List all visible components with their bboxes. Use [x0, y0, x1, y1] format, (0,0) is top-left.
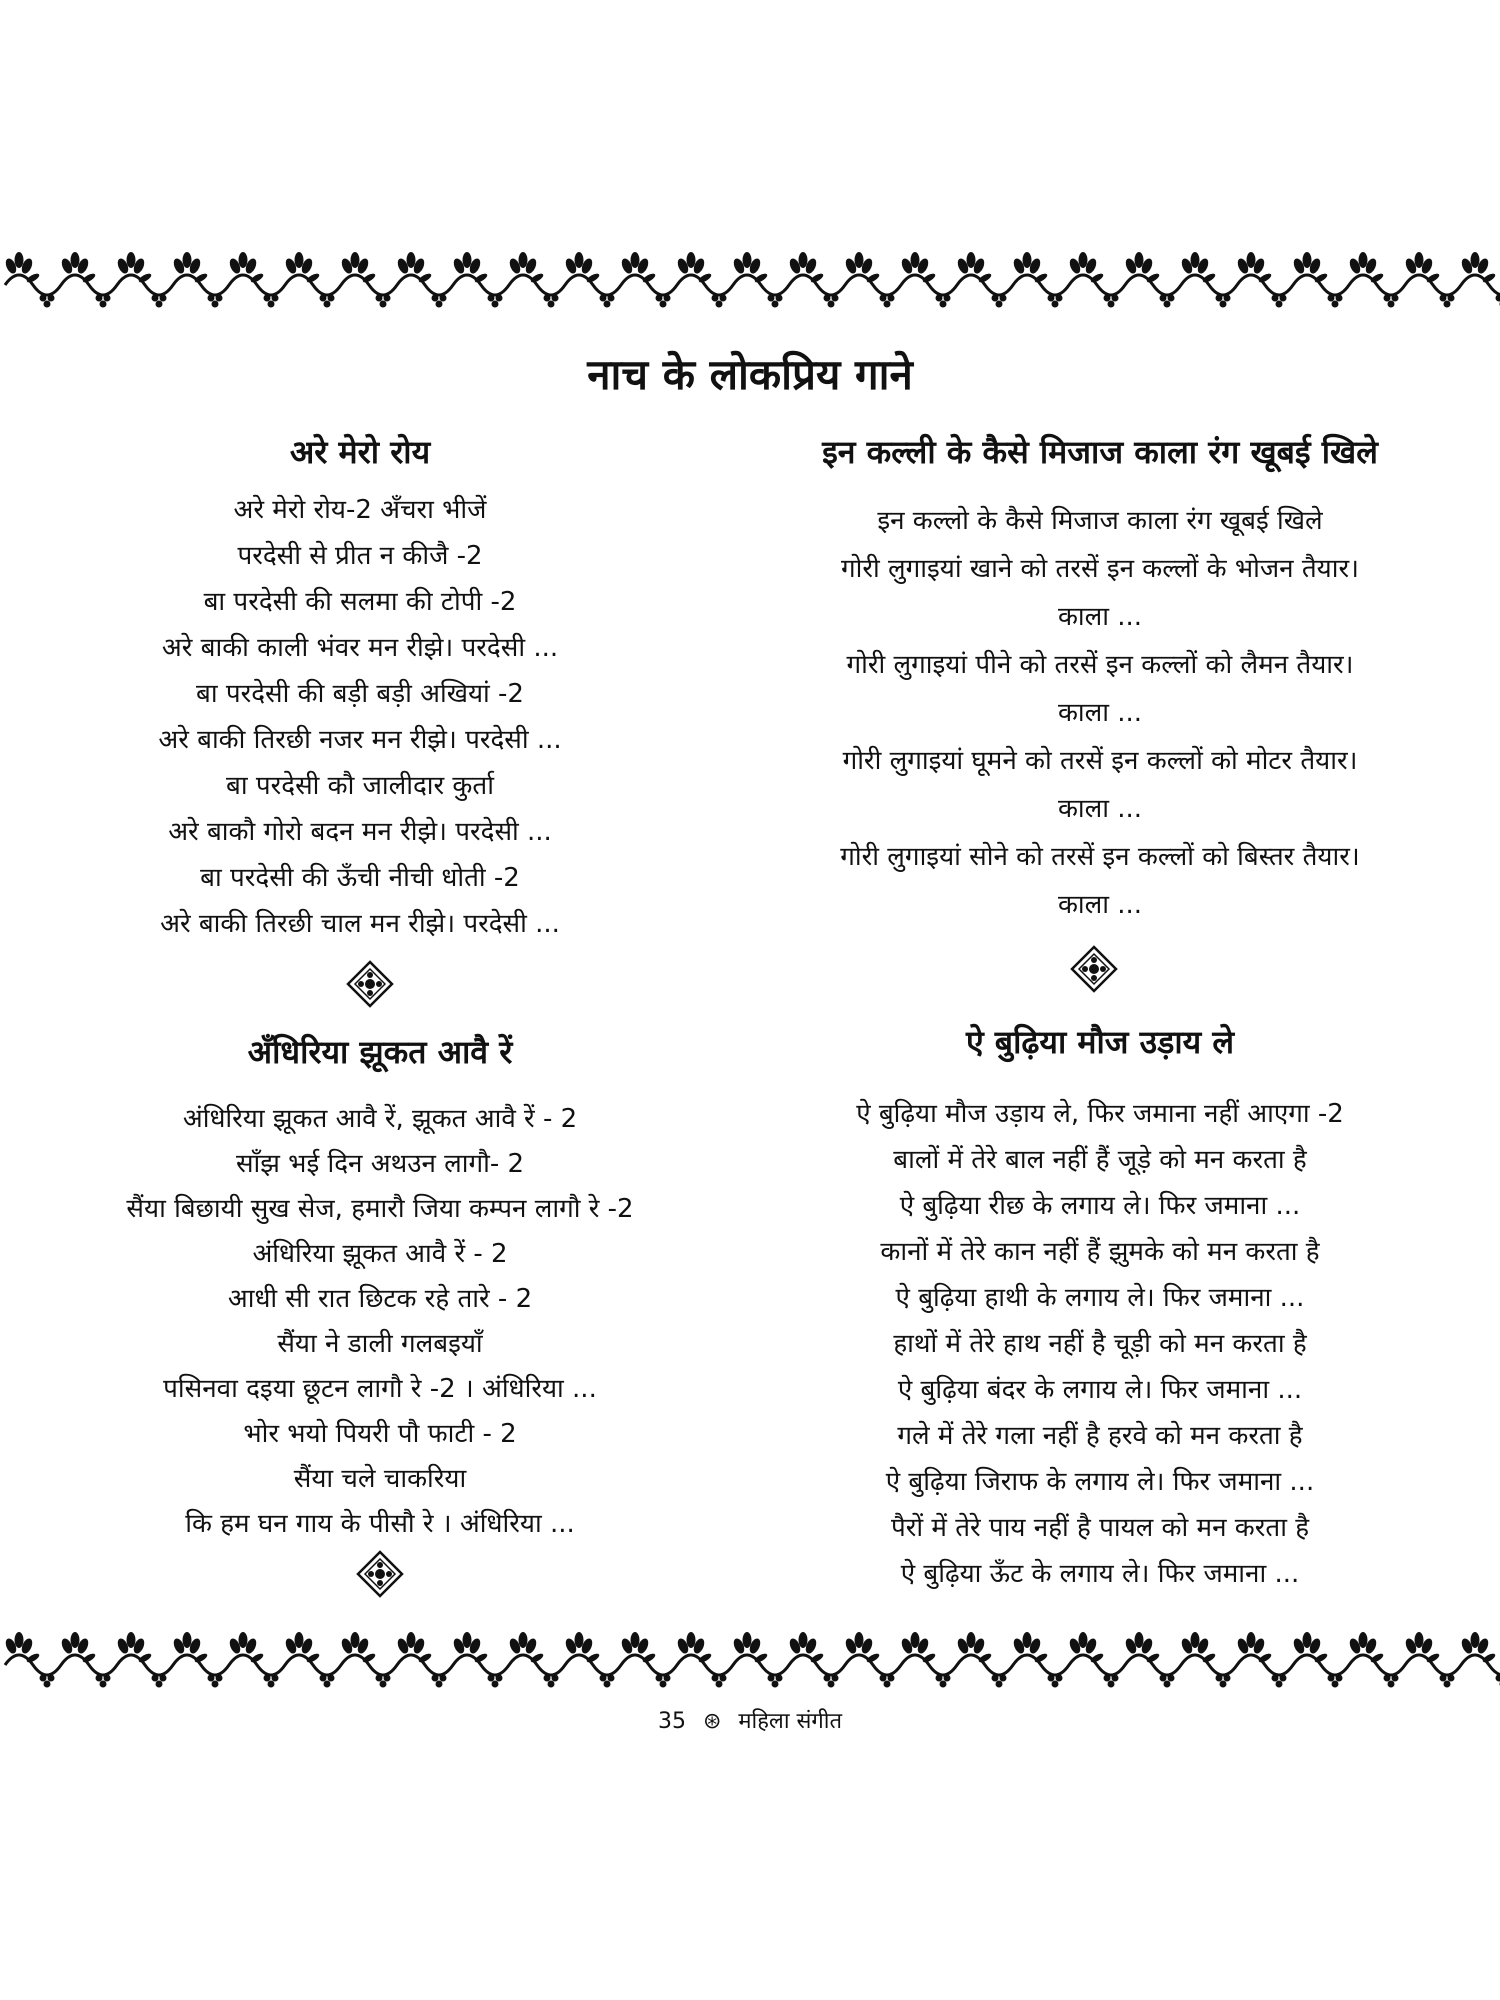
- page-footer: [0, 1705, 1500, 1735]
- lyric-line: कि हम घन गाय के पीसौ रे । अंधिरिया ...: [185, 1509, 575, 1539]
- book-title: महिला संगीत: [738, 1709, 843, 1734]
- lyric-line: बा परदेसी की बड़ी बड़ी अखियां -2: [196, 679, 524, 709]
- lyric-line: अरे मेरो रोय-2 अँचरा भीजें: [233, 495, 487, 525]
- lyric-line: बालों में तेरे बाल नहीं हैं जूड़े को मन करता है: [893, 1145, 1307, 1175]
- lyric-line: गोरी लुगाइयां पीने को तरसें इन कल्लों को लैमन तैयार।: [846, 650, 1354, 680]
- lyric-line: अरे बाकी तिरछी नजर मन रीझे। परदेसी ...: [158, 725, 562, 755]
- floral-vine-border-icon: [0, 240, 1500, 320]
- song-lines: [740, 497, 1460, 929]
- lyric-line: गले में तेरे गला नहीं है हरवे को मन करता है: [897, 1421, 1303, 1451]
- lyric-line: काला ...: [1057, 794, 1143, 824]
- page-number: 35: [657, 1709, 686, 1734]
- lyric-line: ऐ बुढ़िया जिराफ के लगाय ले। फिर जमाना ...: [885, 1467, 1315, 1497]
- lyric-line: काला ...: [1057, 698, 1143, 728]
- lyric-line: हाथों में तेरे हाथ नहीं है चूड़ी को मन करता है: [893, 1329, 1307, 1359]
- footer-separator-icon: ⊛: [702, 1709, 722, 1734]
- page-title: नाच के लोकप्रिय गाने: [587, 350, 913, 399]
- lyric-line: बा परदेसी की सलमा की टोपी -2: [203, 587, 517, 617]
- lyric-line: गोरी लुगाइयां खाने को तरसें इन कल्लों के भोजन तैयार।: [841, 554, 1359, 584]
- lyric-line: काला ...: [1057, 890, 1143, 920]
- lyric-line: सैंया ने डाली गलबइयाँ: [277, 1329, 483, 1359]
- lyric-line: बा परदेसी कौ जालीदार कुर्ता: [226, 771, 494, 801]
- diamond-ornament-svg: [346, 960, 394, 1008]
- song-title: इन कल्ली के कैसे मिजाज काला रंग खूबई खिले: [822, 433, 1378, 471]
- song-lines: [40, 1097, 720, 1547]
- top-floral-border: [0, 240, 1500, 320]
- diamond-ornament-svg: [356, 1550, 404, 1598]
- lyric-line: सैंया बिछायी सुख सेज, हमारौ जिया कम्पन लागौ रे -2: [126, 1194, 634, 1224]
- song-title: अँधिरिया झूकत आवै रें: [247, 1033, 513, 1071]
- lyric-line: बा परदेसी की ऊँची नीची धोती -2: [200, 863, 520, 893]
- lyric-line: इन कल्लो के कैसे मिजाज काला रंग खूबई खिले: [877, 506, 1323, 536]
- diamond-ornament-icon: [1070, 945, 1118, 993]
- diamond-ornament-icon: [346, 960, 394, 1008]
- lyric-line: पैरों में तेरे पाय नहीं है पायल को मन करता है: [891, 1513, 1309, 1543]
- song-title: ऐ बुढ़िया मौज उड़ाय ले: [965, 1023, 1235, 1061]
- lyric-line: परदेसी से प्रीत न कीजै -2: [237, 541, 483, 571]
- lyric-line: गोरी लुगाइयां घूमने को तरसें इन कल्लों को मोटर तैयार।: [842, 746, 1358, 776]
- lyric-line: अरे बाकी काली भंवर मन रीझे। परदेसी ...: [161, 633, 559, 663]
- lyric-line: ऐ बुढ़िया बंदर के लगाय ले। फिर जमाना ...: [897, 1375, 1303, 1405]
- song-lines: [760, 1091, 1440, 1597]
- lyric-line: काला ...: [1057, 602, 1143, 632]
- lyric-line: अरे बाकी तिरछी चाल मन रीझे। परदेसी ...: [160, 909, 560, 939]
- lyric-line: भोर भयो पियरी पौ फाटी - 2: [243, 1419, 517, 1449]
- lyric-line: ऐ बुढ़िया ऊँट के लगाय ले। फिर जमाना ...: [900, 1559, 1300, 1589]
- lyric-line: पसिनवा दइया छूटन लागौ रे -2 । अंधिरिया ...: [163, 1374, 597, 1404]
- lyric-line: साँझ भई दिन अथउन लागौ- 2: [235, 1149, 525, 1179]
- song-in-kalli-ke: [740, 430, 1460, 929]
- lyric-line: अंधिरिया झूकत आवै रें - 2: [252, 1239, 508, 1269]
- lyric-line: ऐ बुढ़िया रीछ के लगाय ले। फिर जमाना ...: [899, 1191, 1301, 1221]
- lyric-line: ऐ बुढ़िया मौज उड़ाय ले, फिर जमाना नहीं आएगा -2: [856, 1099, 1344, 1129]
- song-are-mero-roy: [100, 430, 620, 947]
- lyric-line: कानों में तेरे कान नहीं हैं झुमके को मन करता है: [880, 1237, 1320, 1267]
- song-budhiya: [760, 1020, 1440, 1597]
- lyric-line: आधी सी रात छिटक रहे तारे - 2: [227, 1284, 533, 1314]
- song-andhiriya: [40, 1030, 720, 1547]
- lyric-line: अरे बाकौ गोरो बदन मन रीझे। परदेसी ...: [168, 817, 552, 847]
- diamond-ornament-icon: [356, 1550, 404, 1598]
- floral-vine-border-icon: [0, 1620, 1500, 1700]
- song-lines: [100, 487, 620, 947]
- bottom-floral-border: [0, 1620, 1500, 1700]
- song-title: अरे मेरो रोय: [289, 433, 431, 471]
- lyric-line: अंधिरिया झूकत आवै रें, झूकत आवै रें - 2: [182, 1104, 578, 1134]
- lyric-line: गोरी लुगाइयां सोने को तरसें इन कल्लों को बिस्तर तैयार।: [840, 842, 1360, 872]
- lyric-line: सैंया चले चाकरिया: [293, 1464, 467, 1494]
- diamond-ornament-svg: [1070, 945, 1118, 993]
- lyric-line: ऐ बुढ़िया हाथी के लगाय ले। फिर जमाना ...: [895, 1283, 1305, 1313]
